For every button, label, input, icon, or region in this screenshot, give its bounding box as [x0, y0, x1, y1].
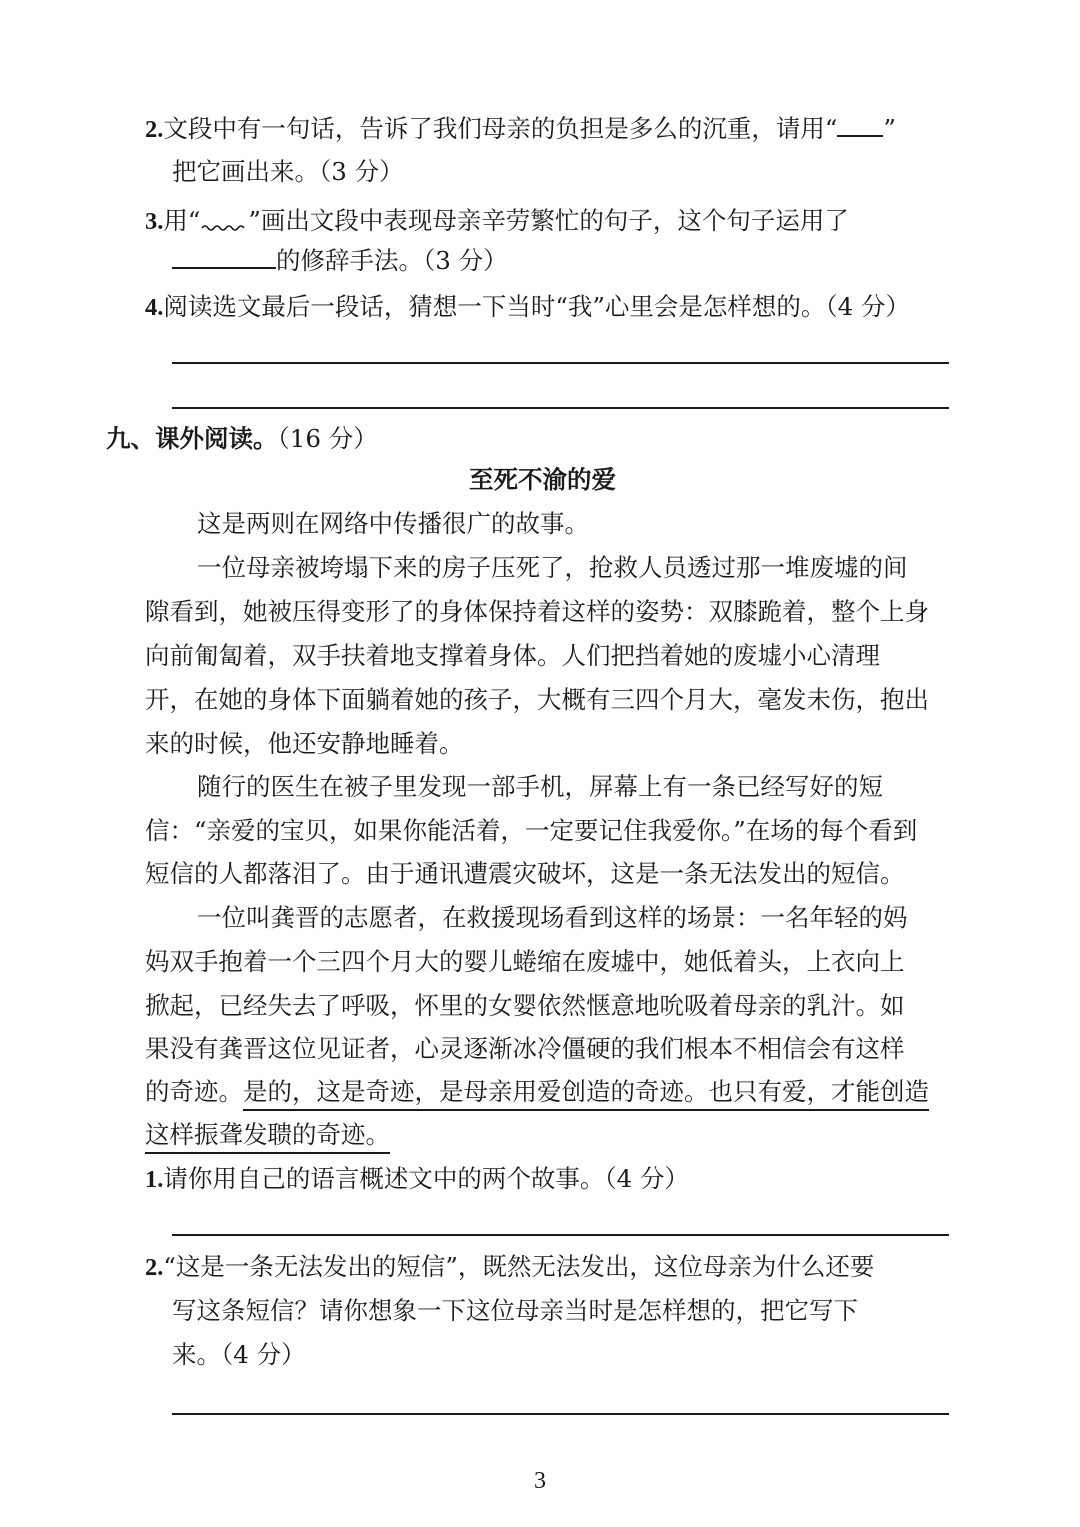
question-text: 用“ [163, 206, 201, 235]
question-3-line-1 [145, 205, 849, 235]
passage-line: 掀起，已经失去了呼吸，怀里的女婴依然惬意地吮吸着母亲的乳汁。如 [145, 991, 905, 1020]
passage-line [145, 1077, 929, 1106]
question-2-line-1 [145, 114, 896, 143]
passage-line: 这是两则在网络中传播很广的故事。 [197, 509, 589, 538]
passage-line: 短信的人都落泪了。由于通讯遭震灾破坏，这是一条无法发出的短信。 [145, 859, 905, 888]
question-number: 3. [145, 208, 164, 235]
question-text: 请你用自己的语言概述文中的两个故事。（4 分） [163, 1164, 689, 1193]
passage-line: 来的时候，他还安静地睡着。 [145, 729, 464, 758]
answer-underline-sample [837, 135, 883, 137]
passage-line: 隙看到，她被压得变形了的身体保持着这样的姿势：双膝跪着，整个上身 [145, 597, 929, 626]
question-number: 1. [145, 1166, 164, 1193]
section-title: 九、课外阅读。 [106, 424, 278, 453]
underlined-sentence: 是的，这是奇迹，是母亲用爱创造的奇迹。也只有爱，才能创造 [243, 1077, 929, 1111]
answer-line[interactable] [172, 1413, 949, 1415]
passage-line: 果没有龚晋这位见证者，心灵逐渐冰冷僵硬的我们根本不相信会有这样 [145, 1034, 905, 1063]
answer-line[interactable] [172, 1234, 949, 1236]
passage-line: 随行的医生在被子里发现一部手机，屏幕上有一条已经写好的短 [197, 772, 883, 801]
passage-title: 至死不渝的爱 [469, 465, 616, 494]
answer-line[interactable] [172, 362, 949, 364]
section-score: （16 分） [277, 424, 378, 453]
question-text: “这是一条无法发出的短信”，既然无法发出，这位母亲为什么还要 [163, 1252, 875, 1281]
passage-line: 信：“亲爱的宝贝，如果你能活着，一定要记住我爱你。”在场的每个看到 [145, 816, 918, 845]
underlined-sentence: 这样振聋发聩的奇迹。 [145, 1120, 390, 1154]
section9-question-2-line-3: 来。（4 分） [172, 1340, 306, 1369]
passage-line: 一位母亲被垮塌下来的房子压死了，抢救人员透过那一堆废墟的间 [197, 553, 908, 582]
question-text: ” [883, 114, 896, 143]
question-text: 文段中有一句话，告诉了我们母亲的负担是多么的沉重，请用“ [163, 114, 838, 143]
passage-text: 的奇迹。 [145, 1077, 243, 1106]
question-text: ”画出文段中表现母亲辛劳繁忙的句子，这个句子运用了 [248, 206, 849, 235]
question-4 [145, 292, 911, 321]
section-heading [106, 424, 378, 453]
passage-line: 妈双手抱着一个三四个月大的婴儿蜷缩在废墟中，她低着头，上衣向上 [145, 947, 905, 976]
question-2-line-2 [172, 157, 404, 186]
section9-question-2-line-1 [145, 1252, 875, 1281]
question-number: 2. [145, 1254, 164, 1281]
question-text: 阅读选文最后一段话，猜想一下当时“我”心里会是怎样想的。（4 分） [163, 292, 911, 321]
answer-line[interactable] [172, 407, 949, 409]
wavy-line-mark [200, 205, 248, 229]
section9-question-2-line-2: 写这条短信？请你想象一下这位母亲当时是怎样想的，把它写下 [172, 1296, 858, 1325]
question-text: 把它画出来。（3 分） [172, 157, 404, 186]
passage-line: 向前匍匐着，双手扶着地支撑着身体。人们把挡着她的废墟小心清理 [145, 641, 880, 670]
passage-line: 一位叫龚晋的志愿者，在救援现场看到这样的场景：一名年轻的妈 [197, 903, 908, 932]
question-text: 的修辞手法。（3 分） [276, 246, 508, 275]
fill-in-blank[interactable] [172, 267, 276, 269]
passage-line: 开，在她的身体下面躺着她的孩子，大概有三四个月大，毫发未伤，抱出 [145, 685, 929, 714]
page-number: 3 [534, 1468, 546, 1494]
question-number: 2. [145, 116, 164, 143]
section9-question-1 [145, 1164, 689, 1193]
question-number: 4. [145, 294, 164, 321]
passage-line [145, 1120, 390, 1149]
question-3-line-2 [172, 246, 508, 275]
